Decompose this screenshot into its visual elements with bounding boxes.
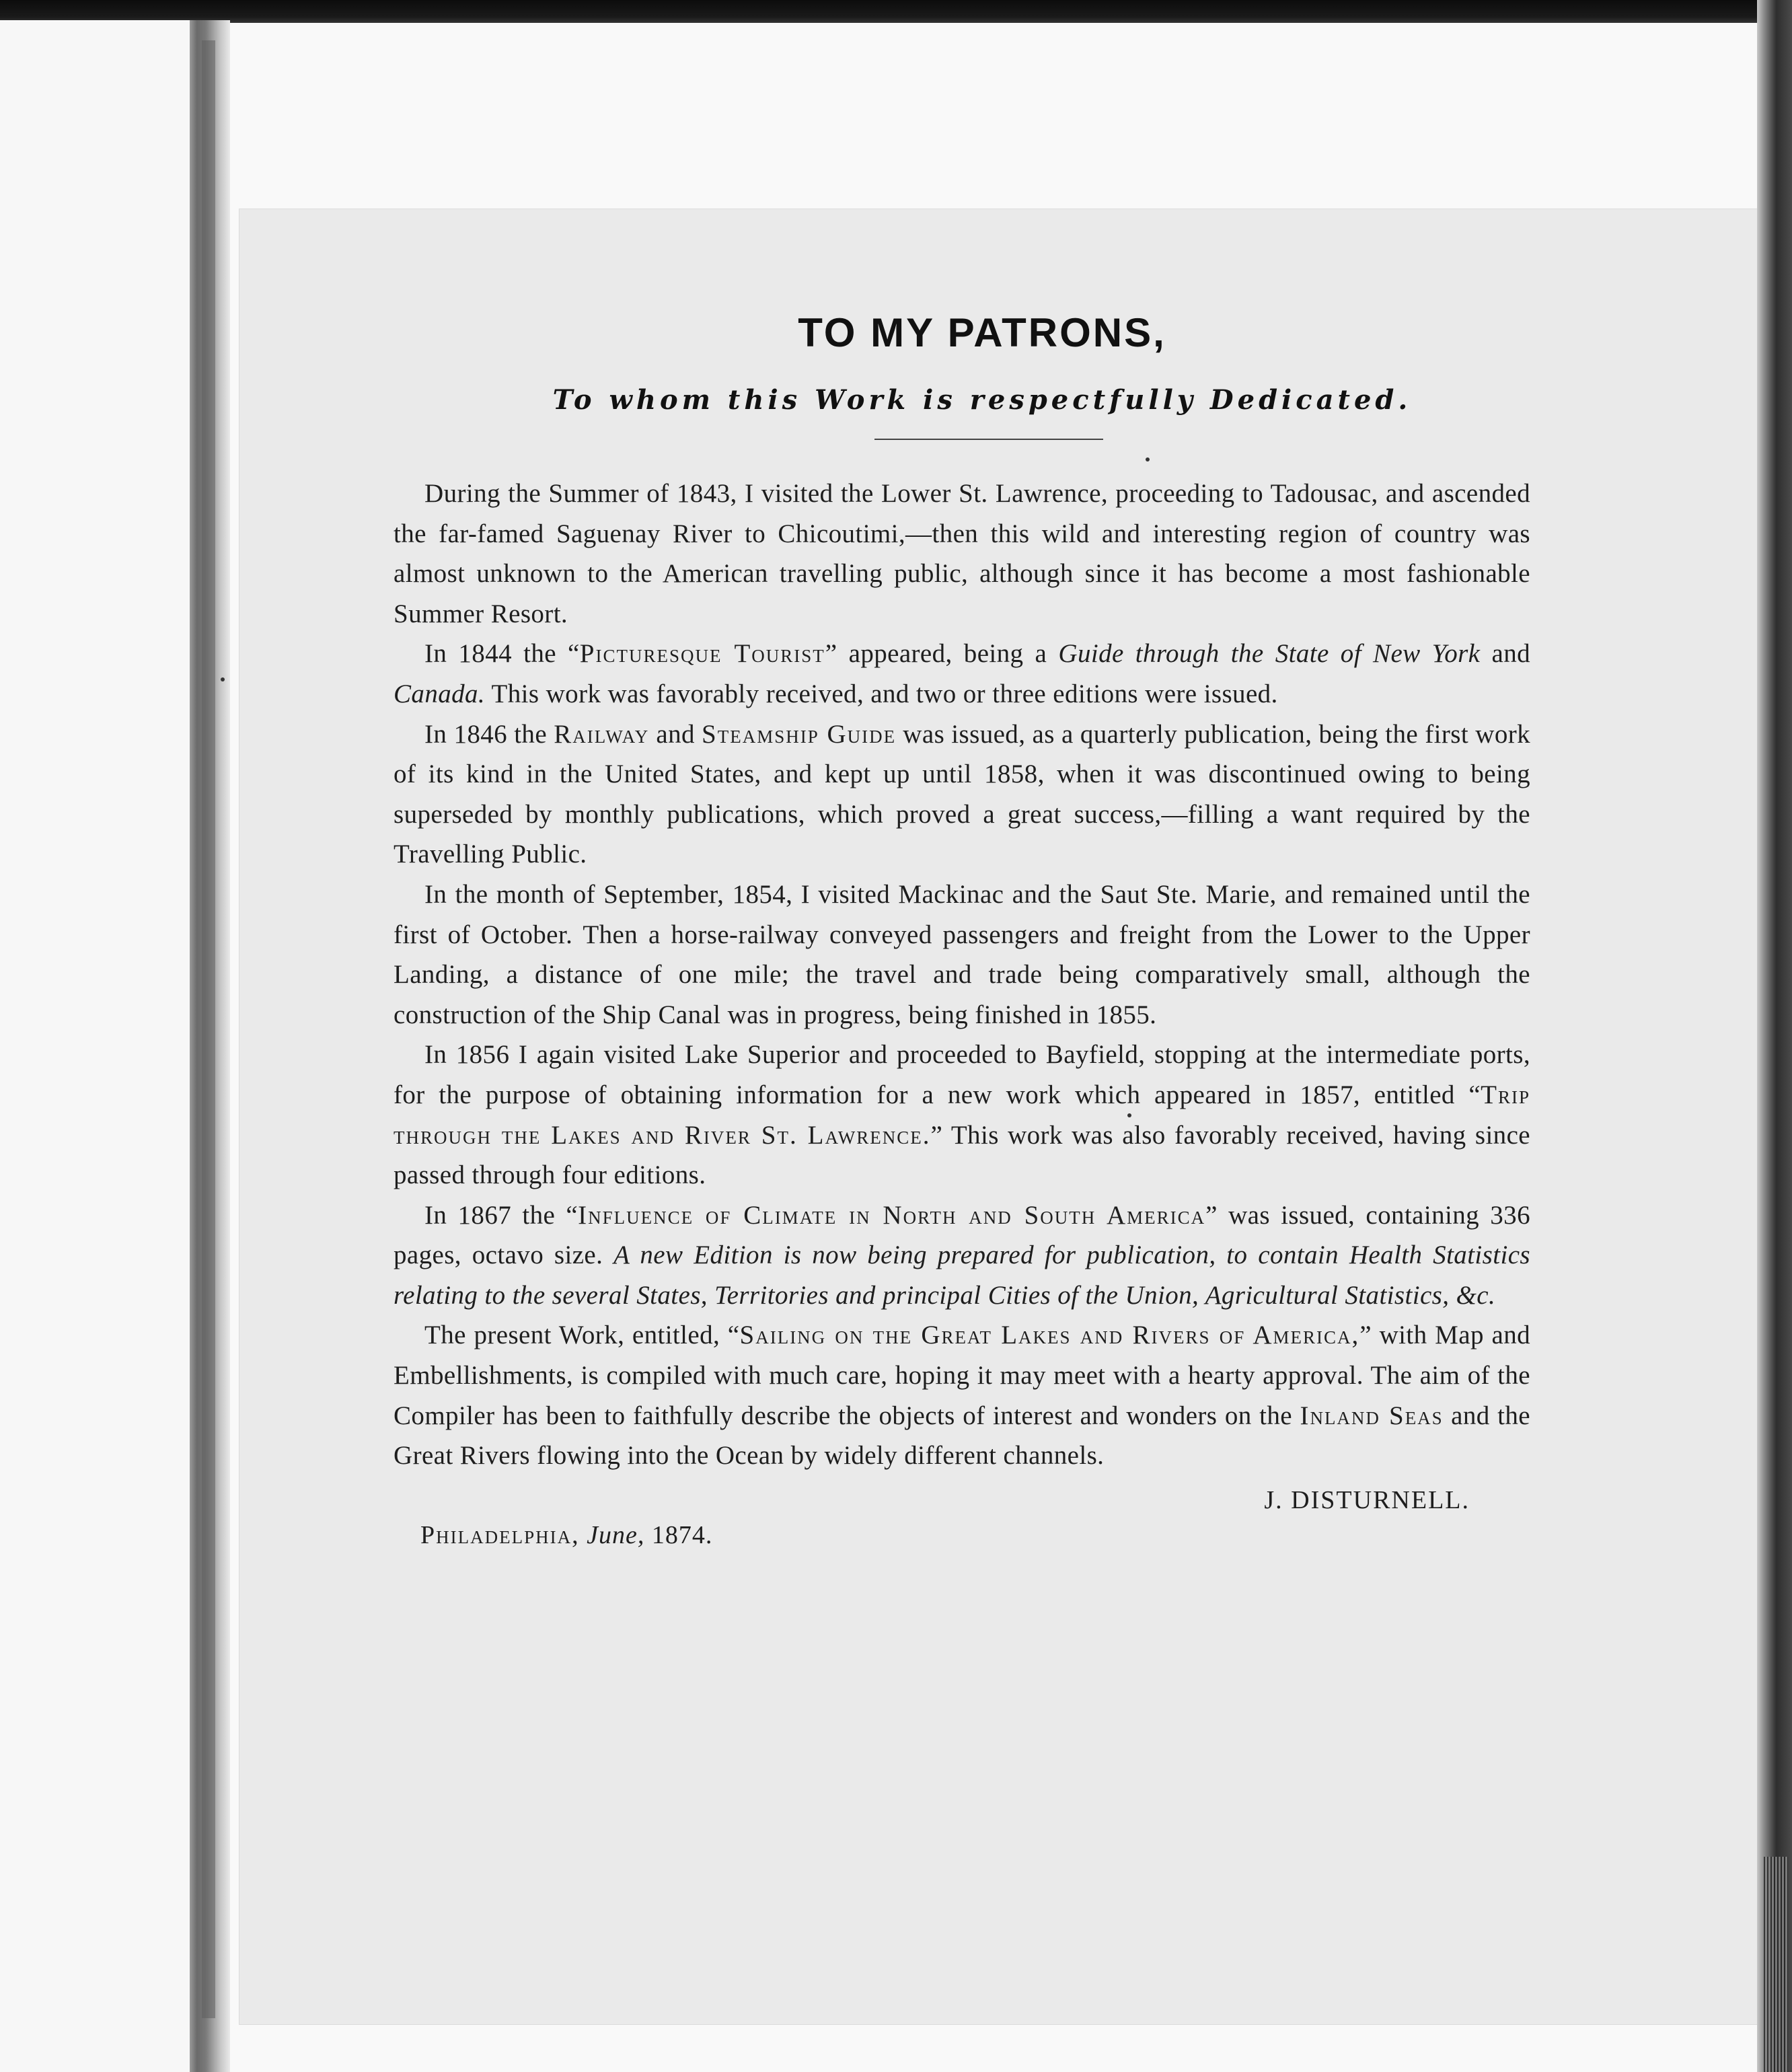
text-run: Influence of Climate in North and South America bbox=[578, 1200, 1206, 1230]
text-run: Canada. bbox=[394, 679, 486, 708]
body-paragraph bbox=[394, 474, 1530, 634]
text-run: This work was favorably received, and two or three editions were issued. bbox=[485, 679, 1278, 708]
text-run: During the Summer of 1843, I visited the Lower St. Lawrence, proceeding to Tadousac, and ascended the far-famed Saguenay River to Chicoutimi,—then this wild and interesting region of country was almost unknown to the American travelling public, although since it has become a most fashionable Summer Resort. bbox=[394, 479, 1530, 628]
body-paragraph bbox=[394, 634, 1530, 714]
page-stack-edges bbox=[1764, 1857, 1788, 2072]
gutter-shadow bbox=[202, 40, 215, 2018]
text-run: Railway bbox=[554, 719, 650, 749]
text-run: ” appeared, being a bbox=[825, 639, 1059, 669]
text-run: In 1844 the “ bbox=[424, 639, 580, 669]
title-rule bbox=[874, 439, 1103, 440]
dateline-month: June, bbox=[587, 1520, 645, 1549]
dateline bbox=[420, 1520, 1530, 1550]
dedication-subtitle: To whom this Work is respectfully Dedicated. bbox=[552, 384, 1412, 416]
text-run: ” This work was also favorably received, having since passed through four editions. bbox=[394, 1120, 1530, 1190]
text-run: was issued, as a quarterly publication, being the first work of its kind in the United States, and kept up until 1858, when it was discontinued owing to being superseded by monthly publications, which proved a great success,—filling a want required by the Travelling Public. bbox=[394, 719, 1531, 869]
dateline-place: Philadelphia, bbox=[420, 1520, 580, 1549]
dedication-content bbox=[394, 309, 1530, 1550]
left-facing-page bbox=[0, 20, 196, 2072]
body-paragraph bbox=[394, 1315, 1530, 1475]
text-run: Steamship Guide bbox=[702, 719, 897, 749]
author-signature: J. DISTURNELL. bbox=[1264, 1485, 1470, 1514]
text-run: Sailing on the Great Lakes and Rivers of America, bbox=[739, 1321, 1360, 1350]
text-run: and bbox=[649, 719, 702, 749]
body-text bbox=[394, 474, 1530, 1476]
page-title: TO MY PATRONS, bbox=[798, 310, 1166, 355]
text-run: and bbox=[1480, 639, 1531, 669]
text-run: In 1856 I again visited Lake Superior and proceeded to Bayfield, stopping at the intermediate ports, for the purpose of obtaining information for a new work which appeared in 1857, entitled “ bbox=[394, 1040, 1530, 1109]
dateline-year: 1874. bbox=[651, 1520, 713, 1549]
top-scan-edge bbox=[0, 0, 1792, 24]
text-run: and the Great Rivers flowing into the Ocean by widely different channels. bbox=[394, 1401, 1531, 1471]
right-scan-edge bbox=[1757, 0, 1792, 2072]
text-run: In 1867 the “ bbox=[424, 1200, 578, 1230]
print-speck bbox=[221, 677, 225, 681]
text-run: In 1846 the bbox=[424, 719, 554, 749]
text-run: ” was issued, containing 336 pages, octavo size. bbox=[394, 1200, 1530, 1270]
body-paragraph bbox=[394, 1195, 1530, 1316]
body-paragraph bbox=[394, 875, 1530, 1035]
body-paragraph bbox=[394, 1035, 1530, 1195]
text-run: In the month of September, 1854, I visited Mackinac and the Saut Ste. Marie, and remained until the first of October. Then a horse-railway conveyed passengers and freight from the Lower to the Upper Landing, a distance of one mile; the travel and trade being comparatively small, although the construction of the Ship Canal was in progress, being finished in 1855. bbox=[394, 879, 1530, 1029]
text-run: Picturesque Tourist bbox=[579, 639, 825, 669]
text-run: The present Work, entitled, “ bbox=[424, 1321, 740, 1350]
text-run: ” with Map and Embellishments, is compiled with much care, hoping it may meet with a hearty approval. The aim of the Compiler has been to faithfully describe the objects of interest and wonders on the bbox=[394, 1321, 1531, 1430]
body-paragraph bbox=[394, 714, 1530, 875]
text-run: Trip through the Lakes and River St. Lawrence. bbox=[394, 1080, 1530, 1150]
text-run: A new Edition is now being prepared for publication, to contain Health Statistics relating to the several States, Territories and principal Cities of the Union, Agricultural Statistics, &c. bbox=[394, 1241, 1531, 1310]
text-run: Inland Seas bbox=[1300, 1401, 1444, 1430]
text-run: Guide through the State of New York bbox=[1058, 639, 1481, 669]
